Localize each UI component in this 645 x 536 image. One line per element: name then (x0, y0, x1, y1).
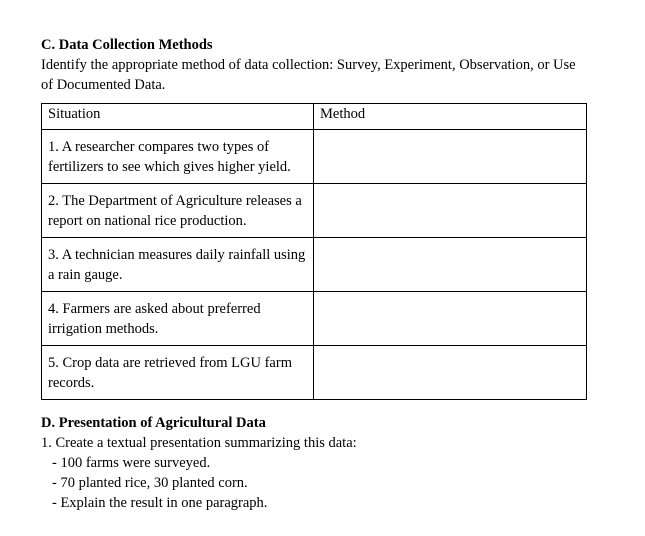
situation-cell: 4. Farmers are asked about preferred irrigation methods. (42, 292, 314, 346)
section-d-title: D. Presentation of Agricultural Data (41, 415, 266, 431)
method-cell[interactable] (314, 292, 587, 346)
table-row (42, 292, 587, 346)
table-row (42, 130, 587, 184)
worksheet-page (41, 35, 601, 513)
situation-cell: 2. The Department of Agriculture releases a report on national rice production. (42, 184, 314, 238)
bullet-item: - 100 farms were surveyed. (52, 455, 211, 471)
section-c-instruction: Identify the appropriate method of data collection: Survey, Experiment, Observation, or Use of Documented Data. (41, 57, 576, 93)
bullet-item: - 70 planted rice, 30 planted corn. (52, 475, 248, 491)
header-situation: Situation (42, 104, 314, 130)
section-d-item: 1. Create a textual presentation summarizing this data: (41, 435, 357, 451)
table-row (42, 346, 587, 400)
header-method: Method (314, 104, 587, 130)
situation-cell: 3. A technician measures daily rainfall using a rain gauge. (42, 238, 314, 292)
situation-cell: 1. A researcher compares two types of fertilizers to see which gives higher yield. (42, 130, 314, 184)
table-header-row (42, 104, 587, 130)
table-row (42, 238, 587, 292)
section-c-title: C. Data Collection Methods (41, 37, 213, 53)
bullet-item: - Explain the result in one paragraph. (52, 495, 268, 511)
table-row (42, 184, 587, 238)
method-cell[interactable] (314, 238, 587, 292)
method-cell[interactable] (314, 184, 587, 238)
data-collection-table (41, 103, 587, 400)
situation-cell: 5. Crop data are retrieved from LGU farm records. (42, 346, 314, 400)
method-cell[interactable] (314, 130, 587, 184)
method-cell[interactable] (314, 346, 587, 400)
